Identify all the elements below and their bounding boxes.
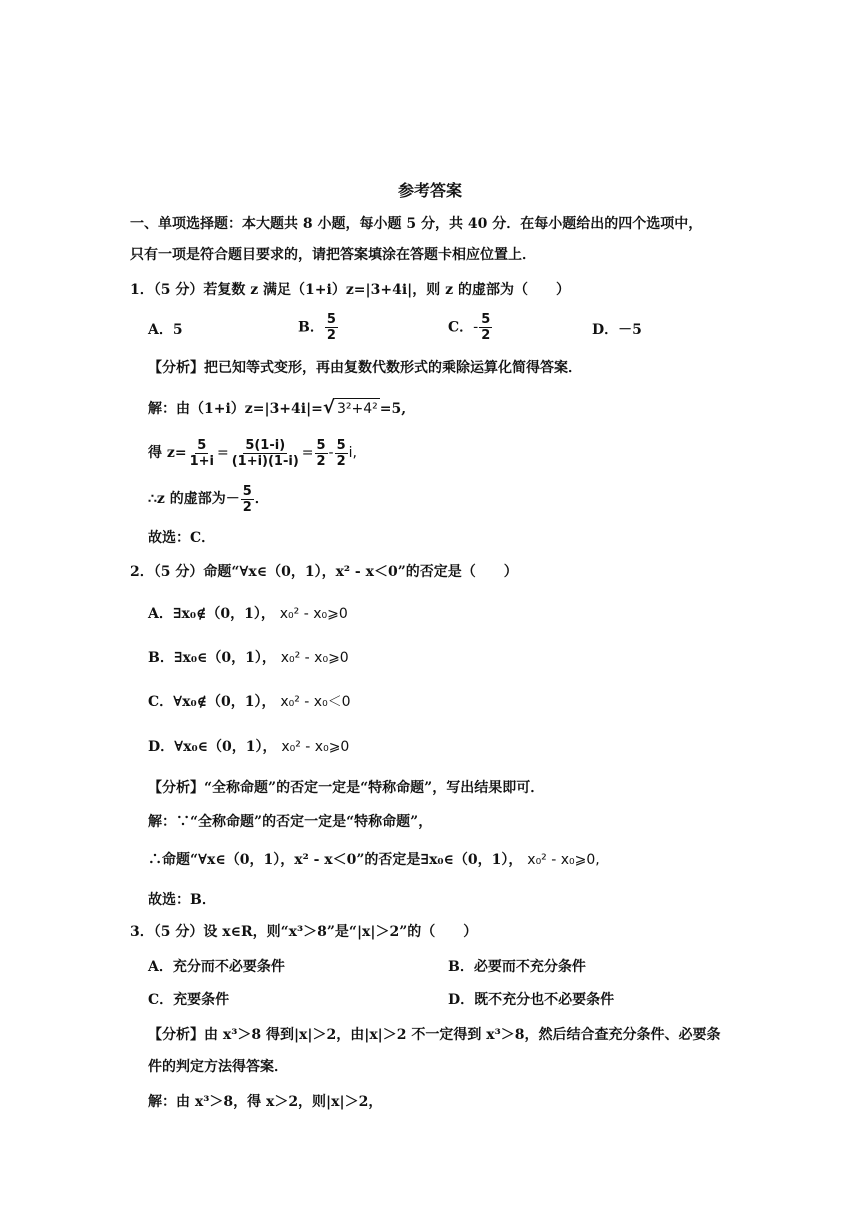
q1-sol2-minus: - [328,445,334,461]
q1-option-c-sign: - [473,319,479,336]
q2-solution-line1: 解：∵“全称命题”的否定一定是“特称命题”， [148,814,433,830]
q1-sol3-suffix: ． [254,491,269,507]
q1-sol3-prefix: ∴z 的虚部为－ [148,491,240,507]
q2-option-b-math: x₀² - x₀⩾0 [280,650,349,666]
q2-solution-line2 [148,850,600,870]
q1-answer: 故选：C． [148,530,216,546]
q2-sol2-math: x₀² - x₀⩾0, [527,852,600,868]
q1-sol1-suffix: =5, [379,401,407,417]
q3-analysis-line2: 件的判定方法得答案． [148,1059,288,1075]
q1-sol2-frac3 [315,438,328,469]
q2-option-a-math: x₀² - x₀⩾0 [279,606,348,622]
q1-sol2-frac4-num: 5 [336,437,346,453]
q2-analysis: 【分析】“全称命题”的否定一定是“特称命题”，写出结果即可． [148,780,545,796]
q1-option-b-fraction [325,312,338,343]
q3-option-c: C．充要条件 [148,992,230,1008]
q1-solution-line1 [148,398,406,419]
sqrt-icon: √ [322,397,335,418]
q1-sol2-frac4 [335,438,348,469]
q1-option-a: A．5 [148,322,183,338]
q1-option-c [448,312,493,343]
q1-sol2-frac3-num: 5 [316,437,326,453]
q2-sol2-text: ∴命题“∀x∈（0，1），x² - x＜0”的否定是∃x₀∈（0，1）， [148,852,523,868]
q3-option-d: D．既不充分也不必要条件 [448,992,615,1008]
q1-option-c-fraction [479,312,492,343]
q1-option-b-den: 2 [326,328,336,343]
q3-option-a: A．充分而不必要条件 [148,959,285,975]
q1-sol1-radicand: 3²+4² [335,398,380,419]
q1-solution-line3 [148,482,269,516]
q1-option-b [298,312,339,343]
q1-analysis: 【分析】把已知等式变形，再由复数代数形式的乘除运算化简得答案． [148,360,582,376]
q1-option-c-label: C． [448,319,474,336]
q2-option-b-text: B．∃x₀∈（0，1）， [148,650,276,666]
q1-option-c-num: 5 [481,312,491,327]
q1-sol2-frac3-den: 2 [316,453,326,469]
q1-sol3-frac [241,484,254,515]
q2-stem: 2．（5 分）命题“∀x∈（0，1），x² - x＜0”的否定是（ ） [130,564,518,580]
q3-option-b: B．必要而不充分条件 [448,959,586,975]
q1-sol2-prefix: 得 z= [148,445,187,461]
section-header-line1: 一、单项选择题：本大题共 8 小题，每小题 5 分，共 40 分．在每小题给出的四个选项中， [130,216,703,232]
q2-option-c-math: x₀² - x₀＜0 [280,694,351,710]
q2-option-d-math: x₀² - x₀⩾0 [281,739,350,755]
q3-solution-line1: 解：由 x³＞8，得 x＞2，则|x|＞2， [148,1094,383,1110]
q1-sol2-frac2-den: (1+i)(1-i) [231,453,299,469]
q2-option-d [148,737,349,757]
q1-option-d: D．－5 [592,322,642,338]
q2-option-c [148,692,351,712]
q1-sol1-prefix: 解：由（1+i）z=|3+4i|= [148,401,323,417]
q2-answer: 故选：B． [148,892,216,908]
q1-sol2-frac1-den: 1+i [189,453,214,469]
q1-sol3-num: 5 [242,483,252,499]
q1-sol3-den: 2 [242,499,252,515]
q1-solution-line2: 得 z= $\frac{5}{1+i}$ = $\frac{5(1-i)}{(1+i)(1-i)}$ = $\frac{5}{2}$ - $\frac{5}{2}$ i, [148,437,357,469]
q1-option-b-num: 5 [326,312,336,327]
q1-sol2-frac4-den: 2 [336,453,346,469]
q2-option-a-text: A．∃x₀∉（0，1）， [148,606,275,622]
q2-option-a [148,604,348,624]
q1-sol2-frac1-num: 5 [197,437,207,453]
q1-option-c-den: 2 [481,328,491,343]
q1-sol2-frac1 [188,438,216,469]
q1-stem: 1．（5 分）若复数 z 满足（1+i）z=|3+4i|，则 z 的虚部为（ ） [130,282,570,298]
q1-option-b-label: B． [298,319,324,336]
q1-sol2-frac2 [230,438,301,469]
page-title: 参考答案 [397,181,462,200]
q2-option-b [148,648,349,668]
section-header-line2: 只有一项是符合题目要求的，请把答案填涂在答题卡相应位置上． [130,247,536,263]
q2-option-d-text: D．∀x₀∈（0，1）， [148,739,277,755]
q3-analysis-line1: 【分析】由 x³＞8 得到|x|＞2，由|x|＞2 不一定得到 x³＞8，然后结合查充分条件、必要条 [148,1027,721,1043]
q1-sol2-frac2-num: 5(1-i) [245,437,286,453]
q3-stem: 3．（5 分）设 x∈R，则“x³＞8”是“|x|＞2”的（ ） [130,924,478,940]
q1-sol2-suffix: i, [348,445,357,461]
q2-option-c-text: C．∀x₀∉（0，1）， [148,694,276,710]
